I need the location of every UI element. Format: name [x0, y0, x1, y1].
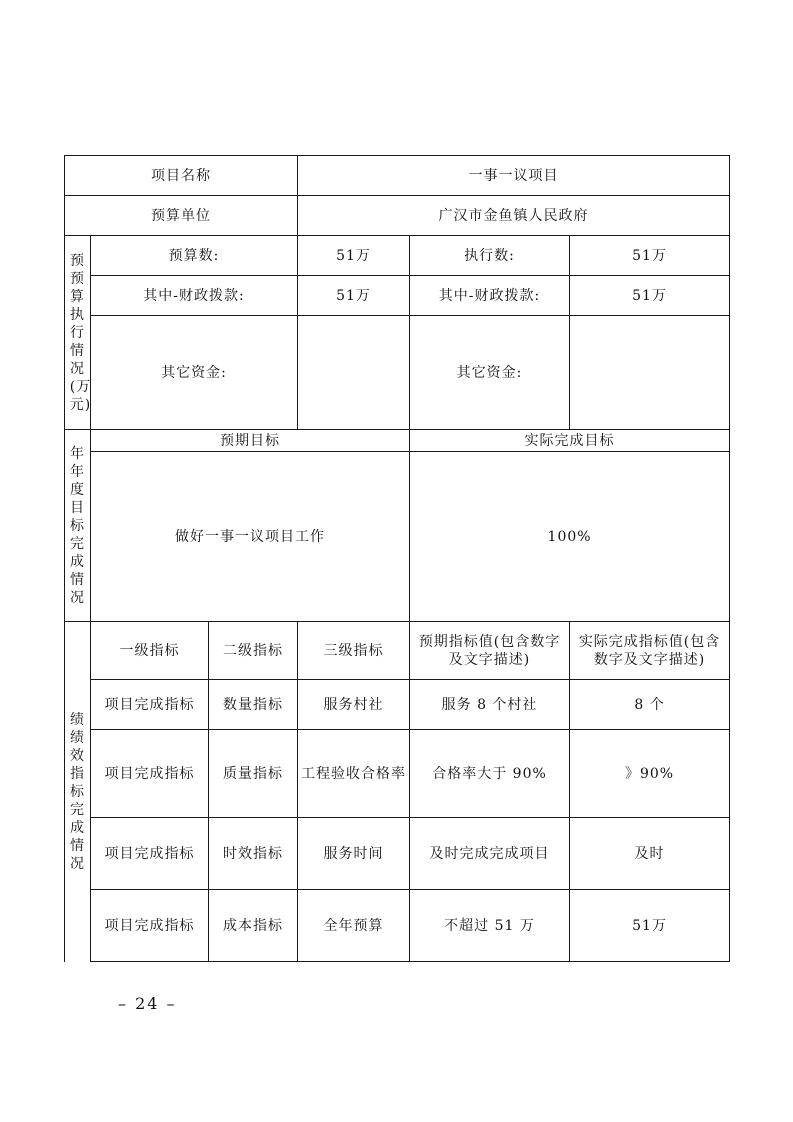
project-performance-table — [64, 155, 730, 962]
executed-value: 51万 — [570, 236, 730, 276]
level-2-indicator: 数量指标 — [209, 680, 298, 730]
budget-unit-value: 广汉市金鱼镇人民政府 — [298, 196, 730, 236]
executed-label: 执行数: — [410, 236, 570, 276]
performance-header-row — [65, 622, 730, 680]
table-row — [65, 818, 730, 890]
expected-value: 合格率大于 90% — [410, 730, 570, 818]
level-2-indicator: 成本指标 — [209, 890, 298, 962]
expected-goal-text: 做好一事一议项目工作 — [91, 452, 410, 622]
actual-value: 》90% — [570, 730, 730, 818]
other-funds-value-executed — [570, 316, 730, 430]
actual-value: 8 个 — [570, 680, 730, 730]
level-2-indicator-header: 二级指标 — [209, 622, 298, 680]
budget-value: 51万 — [298, 236, 410, 276]
expected-value: 服务 8 个村社 — [410, 680, 570, 730]
level-3-indicator: 工程验收合格率 — [298, 730, 410, 818]
other-funds-value-budget — [298, 316, 410, 430]
other-funds-label-executed: 其它资金: — [410, 316, 570, 430]
level-1-indicator: 项目完成指标 — [91, 890, 209, 962]
budget-execution-side-label: 预预算执行情况(万元) — [65, 236, 91, 430]
performance-side-label: 绩绩效指标完成情况 — [65, 622, 91, 962]
table-row — [65, 730, 730, 818]
project-name-value: 一事一议项目 — [298, 156, 730, 196]
other-funds-label-budget: 其它资金: — [91, 316, 298, 430]
fiscal-value-budget: 51万 — [298, 276, 410, 316]
level-2-indicator: 质量指标 — [209, 730, 298, 818]
level-1-indicator: 项目完成指标 — [91, 680, 209, 730]
actual-value-header: 实际完成指标值(包含数字及文字描述) — [570, 622, 730, 680]
level-2-indicator: 时效指标 — [209, 818, 298, 890]
annual-goals-side-label: 年年度目标完成情况 — [65, 430, 91, 622]
table-row — [65, 890, 730, 962]
level-1-indicator-header: 一级指标 — [91, 622, 209, 680]
level-1-indicator: 项目完成指标 — [91, 818, 209, 890]
level-3-indicator: 服务时间 — [298, 818, 410, 890]
budget-unit-label: 预算单位 — [65, 196, 298, 236]
level-3-indicator-header: 三级指标 — [298, 622, 410, 680]
annual-goals-header-row — [65, 430, 730, 452]
level-3-indicator: 全年预算 — [298, 890, 410, 962]
expected-value-header: 预期指标值(包含数字及文字描述) — [410, 622, 570, 680]
actual-goal-header: 实际完成目标 — [410, 430, 730, 452]
level-3-indicator: 服务村社 — [298, 680, 410, 730]
project-name-row — [65, 156, 730, 196]
expected-value: 及时完成完成项目 — [410, 818, 570, 890]
actual-value: 51万 — [570, 890, 730, 962]
actual-goal-text: 100% — [410, 452, 730, 622]
budget-label: 预算数: — [91, 236, 298, 276]
other-funds-row — [65, 316, 730, 430]
fiscal-label-budget: 其中-财政拨款: — [91, 276, 298, 316]
budget-unit-row — [65, 196, 730, 236]
budget-row — [65, 236, 730, 276]
fiscal-label-executed: 其中-财政拨款: — [410, 276, 570, 316]
fiscal-allocation-row — [65, 276, 730, 316]
expected-value: 不超过 51 万 — [410, 890, 570, 962]
actual-value: 及时 — [570, 818, 730, 890]
level-1-indicator: 项目完成指标 — [91, 730, 209, 818]
fiscal-value-executed: 51万 — [570, 276, 730, 316]
annual-goals-content-row — [65, 452, 730, 622]
table-row — [65, 680, 730, 730]
expected-goal-header: 预期目标 — [91, 430, 410, 452]
project-name-label: 项目名称 — [65, 156, 298, 196]
page-number: – 24 – — [118, 994, 177, 1013]
